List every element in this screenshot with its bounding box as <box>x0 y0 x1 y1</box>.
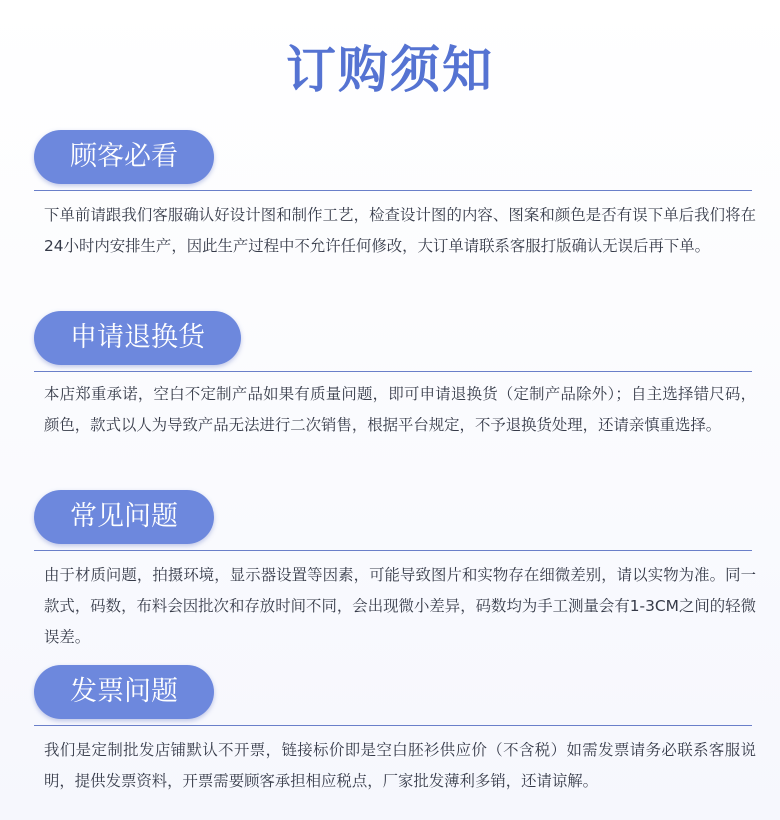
section-heading: 常见问题 <box>34 490 214 544</box>
section-heading: 发票问题 <box>34 665 214 719</box>
section-body: 我们是定制批发店铺默认不开票，链接标价即是空白胚衫供应价（不含税）如需发票请务必联系客服说明，提供发票资料，开票需要顾客承担相应税点，厂家批发薄利多销，还请谅解。 <box>44 741 756 790</box>
section-heading: 顾客必看 <box>34 130 214 184</box>
divider <box>34 371 752 372</box>
page-title: 订购须知 <box>286 41 494 99</box>
divider <box>34 190 752 191</box>
section-body: 下单前请跟我们客服确认好设计图和制作工艺，检查设计图的内容、图案和颜色是否有误下单后我们将在24小时内安排生产，因此生产过程中不允许任何修改，大订单请联系客服打版确认无误后再下单。 <box>44 206 756 255</box>
section-body: 由于材质问题，拍摄环境，显示器设置等因素，可能导致图片和实物存在细微差别，请以实物为准。同一款式，码数，布料会因批次和存放时间不同，会出现微小差异，码数均为手工测量会有1-3CM之间的轻微误差。 <box>44 566 756 646</box>
section-body: 本店郑重承诺，空白不定制产品如果有质量问题，即可申请退换货（定制产品除外）；自主选择错尺码，颜色，款式以人为导致产品无法进行二次销售，根据平台规定，不予退换货处理，还请亲慎重选择。 <box>44 385 756 434</box>
divider <box>34 550 752 551</box>
section-heading: 申请退换货 <box>34 311 241 365</box>
divider <box>34 725 752 726</box>
